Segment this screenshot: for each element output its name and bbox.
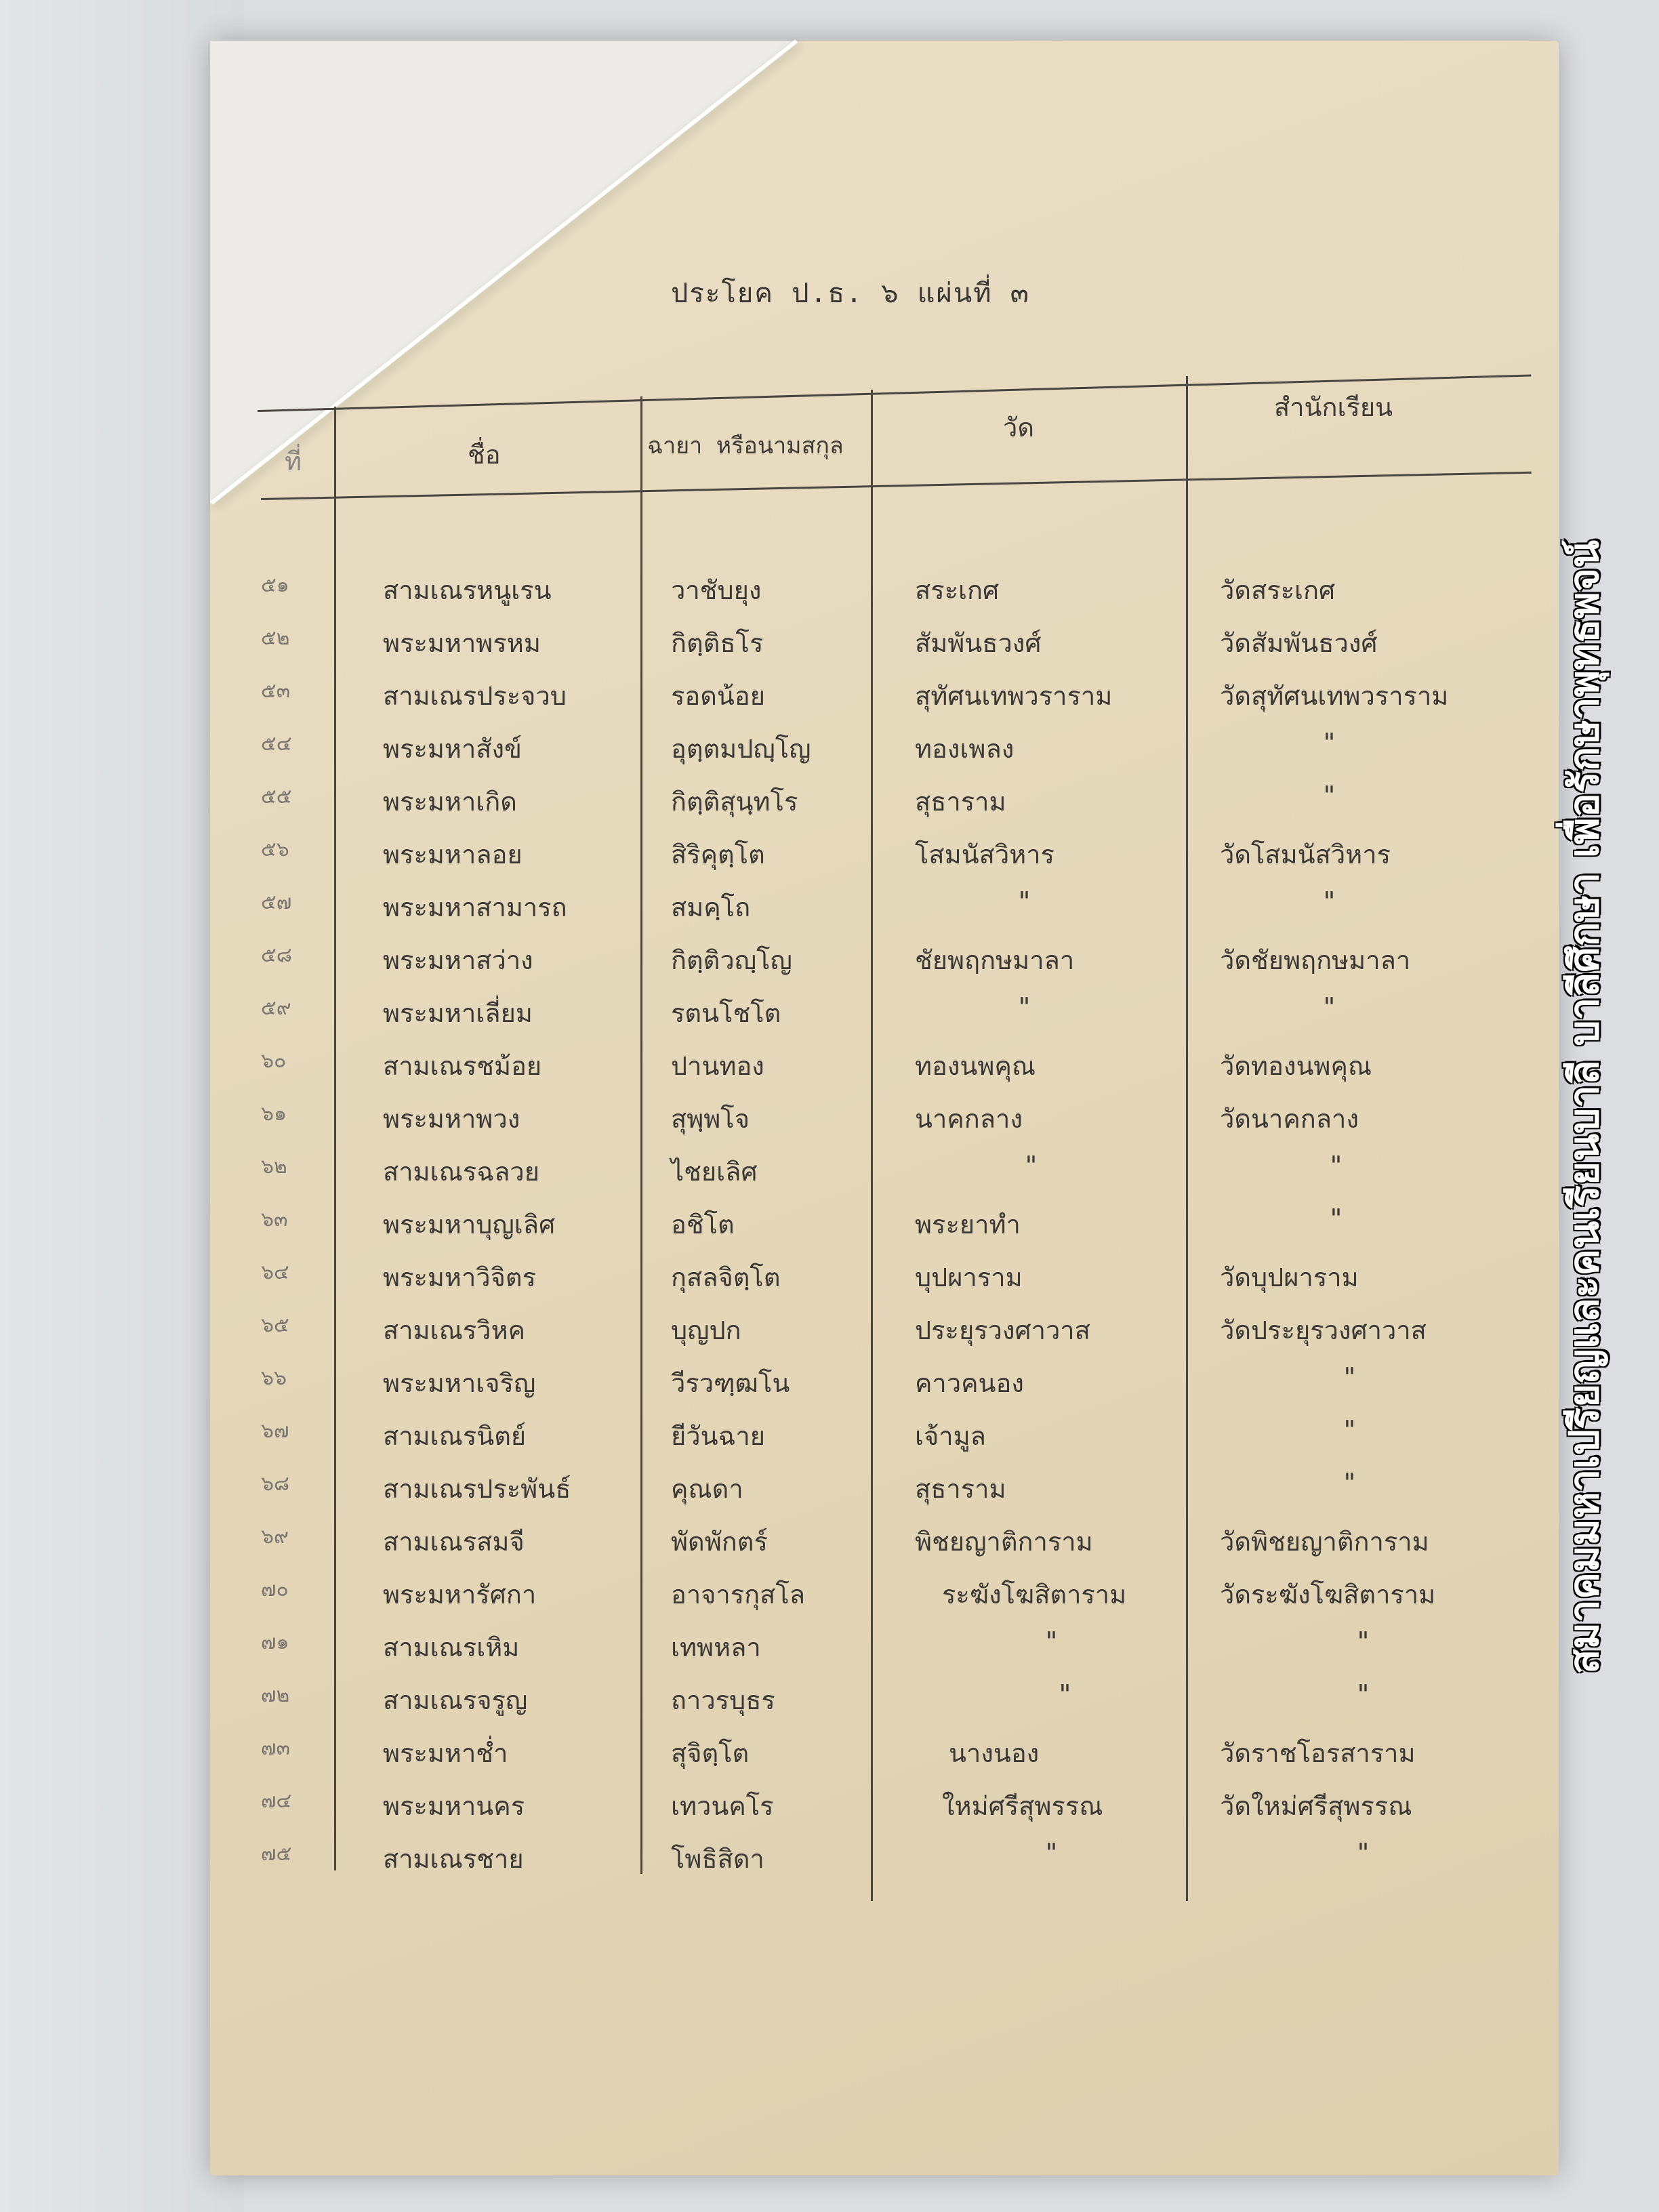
row-name: สามเณรนิตย์ [383, 1421, 527, 1451]
row-name: สามเณรประพันธ์ [383, 1474, 571, 1504]
row-number: ๗๑ [261, 1631, 289, 1654]
table-row [0, 728, 1659, 775]
row-number: ๖๘ [261, 1472, 290, 1496]
row-school: วัดโสมนัสวิหาร [1220, 840, 1391, 869]
table-row [0, 1098, 1659, 1145]
table-row [0, 1151, 1659, 1198]
row-number: ๖๕ [261, 1313, 289, 1337]
header-school: สำนักเรียน [1274, 392, 1393, 422]
row-name: พระมหาพรหม [383, 628, 541, 658]
row-wat: " [1023, 1151, 1039, 1181]
row-name: พระมหาวิจิตร [383, 1263, 536, 1292]
row-number: ๖๔ [261, 1261, 289, 1284]
table-row [0, 1309, 1659, 1357]
row-name: พระมหาสามารถ [383, 893, 567, 922]
row-surname: กิตฺติธโร [671, 628, 764, 658]
row-school: " [1322, 728, 1337, 758]
row-wat: พิชยญาติการาม [915, 1527, 1093, 1557]
row-surname: สุพฺพโจ [671, 1104, 750, 1134]
table-row [0, 675, 1659, 722]
row-surname: ถาวรบุธร [671, 1685, 775, 1715]
row-school: วัดสระเกศ [1220, 575, 1336, 605]
row-school: วัดชัยพฤกษมาลา [1220, 945, 1411, 975]
table-row [0, 1204, 1659, 1251]
row-number: ๕๒ [261, 626, 290, 650]
row-school: " [1328, 1151, 1344, 1181]
row-number: ๖๗ [261, 1419, 289, 1443]
row-number: ๖๖ [261, 1366, 287, 1390]
row-name: สามเณรประจวบ [383, 681, 567, 711]
table-row [0, 1415, 1659, 1462]
row-school: วัดสัมพันธวงศ์ [1220, 628, 1378, 658]
row-number: ๖๑ [261, 1102, 287, 1126]
row-wat: ระฆังโฆสิตาราม [942, 1580, 1127, 1610]
table-row [0, 1574, 1659, 1621]
row-name: สามเณรฉลวย [383, 1157, 540, 1187]
row-number: ๕๕ [261, 785, 292, 808]
header-wat: วัด [1003, 413, 1035, 443]
row-surname: รตนโชโต [671, 998, 781, 1028]
header-surname: ฉายา หรือนามสกุล [647, 432, 844, 459]
row-school: " [1322, 992, 1337, 1022]
row-number: ๖๓ [261, 1208, 288, 1231]
table-row [0, 834, 1659, 881]
row-name: พระมหาลอย [383, 840, 523, 869]
watermark-text: สมาคมมหาเปรียญและคนเรียนบาลี บาลีศึกษา เพื่อรักษาพุทธพจน์ [1561, 539, 1608, 1674]
row-school: วัดระฆังโฆสิตาราม [1220, 1580, 1436, 1610]
row-name: พระมหานคร [383, 1791, 525, 1821]
row-name: สามเณรชม้อย [383, 1051, 542, 1081]
row-wat: สัมพันธวงศ์ [915, 628, 1042, 658]
row-number: ๗๐ [261, 1578, 289, 1601]
table-row [0, 1045, 1659, 1092]
row-wat: " [1044, 1626, 1059, 1656]
row-wat: ใหม่ศรีสุพรรณ [942, 1791, 1103, 1821]
row-surname: พัดพักตร์ [671, 1527, 768, 1557]
table-row [0, 622, 1659, 670]
row-wat: สุทัศนเทพวราราม [915, 681, 1113, 711]
header-name: ชื่อ [468, 440, 501, 470]
row-name: พระมหาเกิด [383, 787, 517, 817]
row-school: วัดสุทัศนเทพวราราม [1220, 681, 1449, 711]
row-name: สามเณรเหิม [383, 1633, 520, 1662]
row-number: ๖๙ [261, 1525, 289, 1549]
row-number: ๕๘ [261, 943, 292, 967]
row-school: วัดพิชยญาติการาม [1220, 1527, 1429, 1557]
row-number: ๕๗ [261, 890, 292, 914]
table-row [0, 1679, 1659, 1727]
row-surname: วาชับยุง [671, 575, 762, 605]
table-row [0, 1468, 1659, 1515]
row-surname: กุสลจิตฺโต [671, 1263, 781, 1292]
row-wat: ทองนพคุณ [915, 1051, 1036, 1081]
row-school: วัดใหม่ศรีสุพรรณ [1220, 1791, 1412, 1821]
row-wat: บุปผาราม [915, 1263, 1023, 1292]
table-row [0, 1732, 1659, 1780]
row-name: สามเณรสมจี [383, 1527, 525, 1557]
row-wat: " [1044, 1838, 1059, 1868]
row-school: " [1342, 1468, 1357, 1498]
row-school: " [1322, 886, 1337, 916]
row-surname: เทพหลา [671, 1633, 761, 1662]
row-surname: รอดน้อย [671, 681, 765, 711]
table-row [0, 781, 1659, 828]
row-wat: พระยาทำ [915, 1210, 1021, 1240]
row-number: ๗๕ [261, 1842, 292, 1866]
row-wat: " [1057, 1679, 1073, 1709]
row-surname: กิตฺติสุนฺทโร [671, 787, 798, 817]
row-number: ๗๔ [261, 1789, 292, 1813]
row-wat: ทองเพลง [915, 734, 1015, 764]
row-school: " [1355, 1626, 1371, 1656]
row-surname: โพธิสิดา [671, 1844, 764, 1874]
row-number: ๕๑ [261, 573, 289, 597]
row-number: ๕๖ [261, 838, 289, 861]
row-school: " [1355, 1838, 1371, 1868]
row-name: พระมหารัศกา [383, 1580, 537, 1610]
row-name: สามเณรหนูเรน [383, 575, 552, 605]
row-number: ๕๔ [261, 732, 292, 756]
row-name: พระมหาบุญเลิศ [383, 1210, 556, 1240]
row-wat: สุธาราม [915, 1474, 1006, 1504]
row-name: สามเณรจรูญ [383, 1685, 528, 1715]
row-surname: สิริคุตฺโต [671, 840, 765, 869]
row-school: " [1355, 1679, 1371, 1709]
row-wat: สระเกศ [915, 575, 1000, 605]
table-row [0, 1626, 1659, 1674]
row-surname: อชิโต [671, 1210, 735, 1240]
row-surname: คุณดา [671, 1474, 743, 1504]
row-number: ๗๒ [261, 1683, 290, 1707]
row-school: " [1342, 1362, 1357, 1392]
row-wat: " [1017, 992, 1032, 1022]
table-row [0, 1256, 1659, 1304]
row-surname: สุจิตฺโต [671, 1738, 750, 1768]
row-number: ๕๓ [261, 679, 291, 703]
row-school: " [1342, 1415, 1357, 1445]
row-wat: เจ้ามูล [915, 1421, 986, 1451]
row-surname: เทวนคโร [671, 1791, 774, 1821]
row-name: พระมหาเจริญ [383, 1368, 536, 1398]
row-wat: นาคกลาง [915, 1104, 1023, 1134]
row-name: พระมหาพวง [383, 1104, 520, 1134]
table-row [0, 1362, 1659, 1410]
table-row [0, 939, 1659, 987]
row-school: วัดราชโอรสาราม [1220, 1738, 1416, 1768]
row-name: พระมหาสังข์ [383, 734, 523, 764]
row-surname: อุตฺตมปญฺโญ [671, 734, 811, 764]
row-name: สามเณรชาย [383, 1844, 524, 1874]
table-row [0, 1521, 1659, 1568]
row-surname: สมคฺโถ [671, 893, 751, 922]
row-name: พระมหาเลี่ยม [383, 998, 533, 1028]
row-name: พระมหาสว่าง [383, 945, 533, 975]
row-school: วัดนาคกลาง [1220, 1104, 1359, 1134]
row-wat: โสมนัสวิหาร [915, 840, 1054, 869]
row-name: พระมหาช่ำ [383, 1738, 508, 1768]
page-title: ประโยค ป.ธ. ๖ แผ่นที่ ๓ [671, 278, 1030, 309]
row-wat: ชัยพฤกษมาลา [915, 945, 1075, 975]
row-school: วัดประยุรวงศาวาส [1220, 1315, 1427, 1345]
row-school: " [1328, 1204, 1344, 1233]
row-surname: ยีวันฉาย [671, 1421, 766, 1451]
row-surname: วีรวฑฺฒโน [671, 1368, 790, 1398]
row-surname: กิตฺติวญฺโญ [671, 945, 792, 975]
row-wat: คาวคนอง [915, 1368, 1024, 1398]
row-wat: สุธาราม [915, 787, 1006, 817]
header-no: ที่ [285, 447, 302, 476]
table-row [0, 569, 1659, 617]
row-school: วัดบุปผาราม [1220, 1263, 1359, 1292]
row-surname: ไชยเลิศ [671, 1157, 758, 1187]
row-number: ๖๒ [261, 1155, 287, 1179]
table-row [0, 992, 1659, 1040]
row-number: ๖๐ [261, 1049, 287, 1073]
row-surname: บุญปก [671, 1315, 741, 1345]
table-row [0, 886, 1659, 934]
row-surname: ปานทอง [671, 1051, 764, 1081]
table-row [0, 1838, 1659, 1885]
row-wat: " [1017, 886, 1032, 916]
row-wat: ประยุรวงศาวาส [915, 1315, 1090, 1345]
row-surname: อาจารกุสโล [671, 1580, 806, 1610]
row-number: ๗๓ [261, 1736, 291, 1760]
row-number: ๕๙ [261, 996, 291, 1020]
row-school: วัดทองนพคุณ [1220, 1051, 1372, 1081]
table-row [0, 1785, 1659, 1832]
row-school: " [1322, 781, 1337, 811]
row-wat: นางนอง [949, 1738, 1040, 1768]
row-name: สามเณรวิหค [383, 1315, 526, 1345]
